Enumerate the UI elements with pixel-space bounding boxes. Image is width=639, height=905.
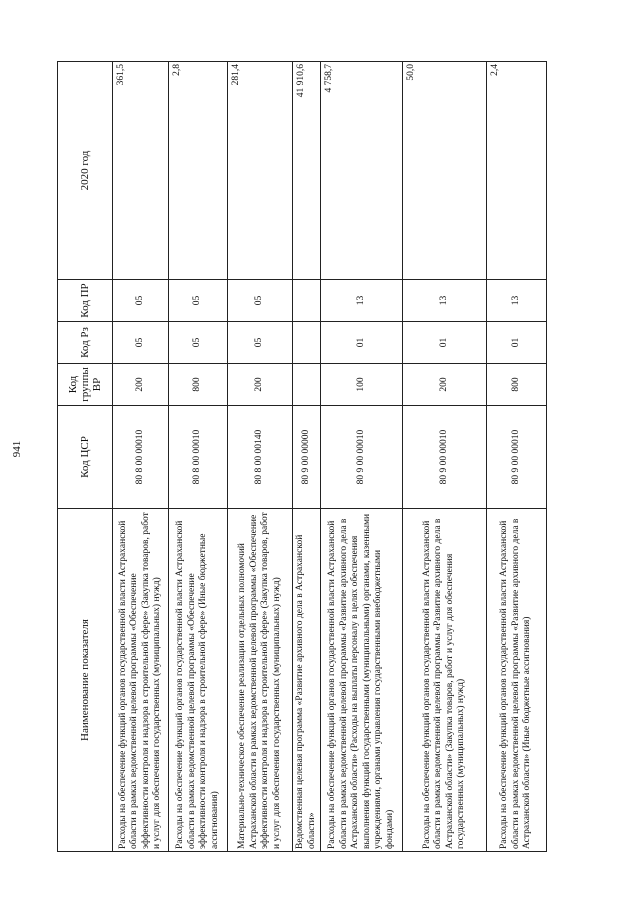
row-name: Расходы на обеспечение функций органов государственной власти Астраханской области в рамках ведомственной целевой программы «Обеспечение эффективности контроля и надзора в строительной сфере» (Иные бюджетные ассигнования) — [169, 509, 228, 852]
row-vr: 800 — [487, 364, 547, 406]
header-pr: Код ПР — [58, 280, 113, 322]
row-csr: 80 9 00 00010 — [321, 406, 403, 509]
row-rz: 01 — [487, 322, 547, 364]
row-name: Расходы на обеспечение функций органов государственной власти Астраханской области в рамках ведомственной целевой программы «Обеспечение эффективности контроля и надзора в строительной сфере» (Закупка товаров, работ и услуг для обеспечения государственных (муниципальных) нужд) — [113, 509, 169, 852]
row-csr: 80 8 00 00140 — [228, 406, 293, 509]
row-amount: 50,0 — [403, 62, 487, 280]
row-csr: 80 9 00 00010 — [487, 406, 547, 509]
table-row — [487, 62, 547, 852]
row-vr — [293, 364, 321, 406]
budget-table — [57, 61, 547, 852]
row-pr: 05 — [169, 280, 228, 322]
header-year: 2020 год — [58, 62, 113, 280]
row-rz: 01 — [403, 322, 487, 364]
table-row — [293, 62, 321, 852]
header-name: Наименование показателя — [58, 509, 113, 852]
row-csr: 80 9 00 00000 — [293, 406, 321, 509]
row-rz — [293, 322, 321, 364]
table-row — [113, 62, 169, 852]
row-amount: 2,8 — [169, 62, 228, 280]
row-csr: 80 9 00 00010 — [403, 406, 487, 509]
header-rz: Код Рз — [58, 322, 113, 364]
row-name: Расходы на обеспечение функций органов государственной власти Астраханской области в рамках ведомственной целевой программы «Развитие архивного дела в Астраханской области» (Иные бюджетные ассигнования) — [487, 509, 547, 852]
row-amount: 4 758,7 — [321, 62, 403, 280]
row-pr: 05 — [113, 280, 169, 322]
row-name: Расходы на обеспечение функций органов государственной власти Астраханской области в рамках ведомственной целевой программы «Развитие архивного дела в Астраханской области» (Закупка товаров, работ и услуг для обеспечения государственных (муниципальных) нужд) — [403, 509, 487, 852]
row-pr: 13 — [403, 280, 487, 322]
header-vr: Код группы ВР — [58, 364, 113, 406]
row-pr: 13 — [487, 280, 547, 322]
row-rz: 05 — [169, 322, 228, 364]
row-vr: 200 — [113, 364, 169, 406]
table-row — [169, 62, 228, 852]
table-row — [403, 62, 487, 852]
row-rz: 01 — [321, 322, 403, 364]
row-amount: 281,4 — [228, 62, 293, 280]
row-pr: 05 — [228, 280, 293, 322]
row-name: Материально-техническое обеспечение реализации отдельных полномочий Астраханской области в рамках ведомственной целевой программы «Обеспечение эффективности контроля и надзора в строительной сфере» (Закупка товаров, работ и услуг для обеспечения государственных (муниципальных) нужд) — [228, 509, 293, 852]
row-amount: 2,4 — [487, 62, 547, 280]
row-rz: 05 — [113, 322, 169, 364]
row-amount: 41 910,6 — [293, 62, 321, 280]
row-name: Расходы на обеспечение функций органов государственной власти Астраханской области в рамках ведомственной целевой программы «Развитие архивного дела в Астраханской области» (Расходы на выплаты персоналу в целях обеспечения выполнения функций государственными (муниципальными) органами, казенными учреждениями, органами управления государственными внебюджетными фондами) — [321, 509, 403, 852]
row-vr: 100 — [321, 364, 403, 406]
row-csr: 80 8 00 00010 — [113, 406, 169, 509]
row-name: Ведомственная целевая программа «Развитие архивного дела в Астраханской области» — [293, 509, 321, 852]
page-number: 941 — [11, 440, 23, 458]
row-pr — [293, 280, 321, 322]
row-csr: 80 8 00 00010 — [169, 406, 228, 509]
row-vr: 200 — [228, 364, 293, 406]
row-rz: 05 — [228, 322, 293, 364]
row-amount: 361,5 — [113, 62, 169, 280]
header-csr: Код ЦСР — [58, 406, 113, 509]
row-vr: 800 — [169, 364, 228, 406]
row-pr: 13 — [321, 280, 403, 322]
document-page — [57, 62, 533, 852]
table-header-row — [58, 62, 113, 852]
table-row — [228, 62, 293, 852]
table-row — [321, 62, 403, 852]
row-vr: 200 — [403, 364, 487, 406]
